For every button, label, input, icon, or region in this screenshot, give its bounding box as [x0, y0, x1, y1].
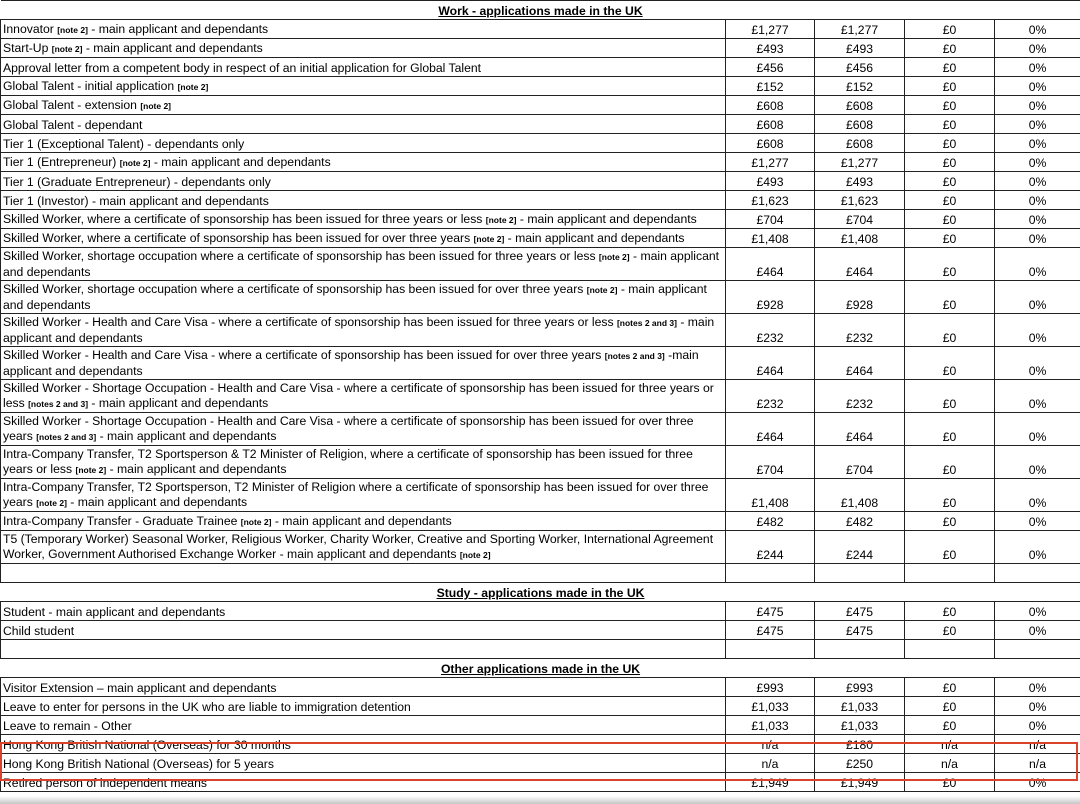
fee-cell: £244 [815, 531, 905, 564]
description-text: Hong Kong British National (Overseas) for 30 months [3, 738, 291, 752]
note-reference: [note 2] [36, 498, 67, 508]
fee-difference-cell: £0 [905, 314, 995, 347]
description-text: -main applicant and dependants [3, 348, 699, 378]
fee-difference-cell: £0 [905, 413, 995, 446]
fee-cell: £464 [815, 347, 905, 380]
note-reference: [note 2] [459, 550, 491, 560]
description-text: Tier 1 (Investor) - main applicant and dependants [3, 194, 269, 208]
fee-difference-cell: £0 [905, 380, 995, 413]
table-row [1, 134, 1080, 153]
description-text: Skilled Worker, shortage occupation where a certificate of sponsorship has been issued for three years or less [3, 249, 599, 263]
note-reference: [note 2] [240, 517, 272, 527]
fee-cell: £464 [726, 347, 815, 380]
fee-cell: £152 [726, 77, 815, 96]
row-description [1, 172, 726, 191]
table-row [1, 96, 1080, 115]
percent-change-cell: 0% [995, 20, 1080, 39]
description-text: - main applicant and dependants [3, 282, 707, 312]
row-description [1, 153, 726, 172]
fee-difference-cell: £0 [905, 621, 995, 640]
row-description [1, 134, 726, 153]
table-row [1, 479, 1080, 512]
fee-cell: £464 [726, 413, 815, 446]
row-description [1, 96, 726, 115]
fee-cell: £1,033 [815, 697, 905, 716]
note-reference: [note 2] [177, 82, 209, 92]
percent-change-cell: 0% [995, 39, 1080, 58]
description-text: Skilled Worker - Health and Care Visa - where a certificate of sponsorship has been issued for three years or less [3, 315, 617, 329]
table-row [1, 281, 1080, 314]
fee-cell: £608 [815, 96, 905, 115]
fee-cell: £1,623 [815, 191, 905, 210]
percent-change-cell: 0% [995, 248, 1080, 281]
fee-cell: £475 [726, 602, 815, 621]
description-text: Student - main applicant and dependants [3, 605, 226, 619]
percent-change-cell: 0% [995, 115, 1080, 134]
description-text: Skilled Worker, shortage occupation where a certificate of sponsorship has been issued for over three years [3, 282, 587, 296]
description-text: - main applicant and dependants [516, 212, 697, 226]
blank-cell [995, 640, 1080, 659]
fee-cell: £482 [726, 512, 815, 531]
percent-change-cell: 0% [995, 716, 1080, 735]
note-reference: [notes 2 and 3] [604, 351, 665, 361]
fee-difference-cell: £0 [905, 697, 995, 716]
row-description [1, 697, 726, 716]
fee-cell: £493 [815, 39, 905, 58]
table-row [1, 229, 1080, 248]
row-description [1, 446, 726, 479]
section-header: Work - applications made in the UK [1, 1, 1080, 20]
percent-change-cell: 0% [995, 172, 1080, 191]
fee-cell: £704 [726, 446, 815, 479]
blank-cell [905, 564, 995, 583]
fee-cell: £704 [815, 446, 905, 479]
fee-difference-cell: £0 [905, 281, 995, 314]
fee-cell: n/a [726, 735, 815, 754]
fee-cell: £1,277 [815, 153, 905, 172]
row-description [1, 773, 726, 792]
note-reference: [notes 2 and 3] [28, 399, 89, 409]
table-row [1, 380, 1080, 413]
table-row [1, 621, 1080, 640]
fee-cell: £1,623 [726, 191, 815, 210]
percent-change-cell: 0% [995, 446, 1080, 479]
fee-cell: £464 [815, 248, 905, 281]
fee-cell: £180 [815, 735, 905, 754]
blank-cell [815, 640, 905, 659]
row-description [1, 77, 726, 96]
fee-cell: £464 [815, 413, 905, 446]
note-reference: [note 2] [75, 465, 107, 475]
description-text: - main applicant and dependants [82, 41, 263, 55]
percent-change-cell: 0% [995, 58, 1080, 77]
fee-cell: £482 [815, 512, 905, 531]
fee-cell: £1,033 [815, 716, 905, 735]
row-description [1, 191, 726, 210]
table-row [1, 446, 1080, 479]
percent-change-cell: 0% [995, 479, 1080, 512]
blank-cell [726, 640, 815, 659]
fee-cell: £232 [726, 380, 815, 413]
row-description [1, 20, 726, 39]
description-text: - main applicant and dependants [150, 155, 331, 169]
table-row [1, 172, 1080, 191]
description-text: Skilled Worker, where a certificate of sponsorship has been issued for over three years [3, 231, 474, 245]
note-reference: [note 2] [51, 44, 83, 54]
description-text: - main applicant and dependants [96, 429, 277, 443]
note-reference: [note 2] [485, 215, 517, 225]
section-header-row [1, 583, 1080, 602]
description-text: Tier 1 (Graduate Entrepreneur) - dependants only [3, 175, 271, 189]
description-text: Tier 1 (Exceptional Talent) - dependants only [3, 137, 245, 151]
fee-cell: £1,408 [815, 229, 905, 248]
section-header: Study - applications made in the UK [1, 583, 1080, 602]
fee-cell: £608 [726, 96, 815, 115]
fee-cell: £1,949 [726, 773, 815, 792]
note-reference: [notes 2 and 3] [36, 432, 97, 442]
row-description [1, 735, 726, 754]
percent-change-cell: 0% [995, 602, 1080, 621]
table-row [1, 347, 1080, 380]
description-text: Leave to enter for persons in the UK who are liable to immigration detention [3, 700, 411, 714]
fee-cell: £232 [815, 314, 905, 347]
fee-cell: £1,277 [726, 20, 815, 39]
fee-cell: £704 [726, 210, 815, 229]
fee-cell: £993 [726, 678, 815, 697]
description-text: T5 (Temporary Worker) Seasonal Worker, Religious Worker, Charity Worker, Creative and Sporting Worker, International Agreement Worker, Government Authorised Exchange Worker - main applicant and dependants [3, 532, 714, 561]
fee-difference-cell: £0 [905, 172, 995, 191]
table-row [1, 773, 1080, 792]
fee-cell: £493 [726, 39, 815, 58]
percent-change-cell: n/a [995, 754, 1080, 773]
fee-difference-cell: £0 [905, 96, 995, 115]
note-reference: [notes 2 and 3] [616, 318, 677, 328]
fee-cell: £250 [815, 754, 905, 773]
fee-cell: £1,408 [726, 229, 815, 248]
description-text: Start-Up [3, 41, 52, 55]
fee-difference-cell: £0 [905, 773, 995, 792]
blank-cell [726, 564, 815, 583]
row-description [1, 531, 726, 564]
percent-change-cell: 0% [995, 153, 1080, 172]
fee-difference-cell: £0 [905, 191, 995, 210]
fee-difference-cell: £0 [905, 115, 995, 134]
percent-change-cell: 0% [995, 134, 1080, 153]
row-description [1, 413, 726, 446]
percent-change-cell: 0% [995, 229, 1080, 248]
description-text: Global Talent - initial application [3, 79, 178, 93]
section-header: Other applications made in the UK [1, 659, 1080, 678]
fee-difference-cell: £0 [905, 479, 995, 512]
fee-cell: £152 [815, 77, 905, 96]
section-header-row [1, 1, 1080, 20]
percent-change-cell: 0% [995, 413, 1080, 446]
fee-cell: £244 [726, 531, 815, 564]
blank-cell [1, 564, 726, 583]
percent-change-cell: 0% [995, 96, 1080, 115]
table-row [1, 210, 1080, 229]
fee-cell: £456 [815, 58, 905, 77]
fee-cell: £1,033 [726, 697, 815, 716]
row-description [1, 39, 726, 58]
section-header-row [1, 659, 1080, 678]
note-reference: [note 2] [586, 285, 618, 295]
fee-cell: £475 [815, 602, 905, 621]
fee-cell: £1,408 [815, 479, 905, 512]
fee-difference-cell: £0 [905, 153, 995, 172]
percent-change-cell: 0% [995, 210, 1080, 229]
note-reference: [note 2] [598, 252, 630, 262]
fee-difference-cell: £0 [905, 210, 995, 229]
fee-cell: £1,277 [815, 20, 905, 39]
fee-difference-cell: £0 [905, 134, 995, 153]
fee-difference-cell: £0 [905, 446, 995, 479]
fee-difference-cell: £0 [905, 39, 995, 58]
note-reference: [note 2] [473, 234, 505, 244]
description-text: - main applicant and dependants [271, 514, 452, 528]
fee-difference-cell: £0 [905, 678, 995, 697]
fee-cell: £704 [815, 210, 905, 229]
description-text: - main applicant and dependants [106, 462, 287, 476]
row-description [1, 380, 726, 413]
table-row [1, 512, 1080, 531]
fee-difference-cell: £0 [905, 531, 995, 564]
table-row [1, 697, 1080, 716]
blank-cell [995, 564, 1080, 583]
fee-difference-cell: £0 [905, 77, 995, 96]
fee-cell: £1,277 [726, 153, 815, 172]
fee-cell: £232 [726, 314, 815, 347]
row-description [1, 229, 726, 248]
table-row [1, 754, 1080, 773]
description-text: - main applicant and dependants [3, 315, 715, 345]
row-description [1, 678, 726, 697]
row-description [1, 281, 726, 314]
percent-change-cell: 0% [995, 621, 1080, 640]
bottom-fade [0, 796, 1080, 804]
blank-cell [1, 640, 726, 659]
fee-table-body [1, 1, 1080, 792]
row-description [1, 115, 726, 134]
note-reference: [note 2] [119, 158, 151, 168]
percent-change-cell: n/a [995, 735, 1080, 754]
percent-change-cell: 0% [995, 512, 1080, 531]
fee-cell: £464 [726, 248, 815, 281]
fee-cell: £1,408 [726, 479, 815, 512]
table-row [1, 314, 1080, 347]
fee-difference-cell: n/a [905, 754, 995, 773]
percent-change-cell: 0% [995, 314, 1080, 347]
table-row [1, 153, 1080, 172]
fee-difference-cell: £0 [905, 20, 995, 39]
table-row [1, 77, 1080, 96]
fee-difference-cell: £0 [905, 347, 995, 380]
description-text: - main applicant and dependants [66, 495, 248, 509]
table-row [1, 531, 1080, 564]
description-text: Intra-Company Transfer - Graduate Trainee [3, 514, 241, 528]
row-description [1, 512, 726, 531]
percent-change-cell: 0% [995, 697, 1080, 716]
table-row [1, 678, 1080, 697]
fee-cell: £993 [815, 678, 905, 697]
row-description [1, 58, 726, 77]
description-text: Approval letter from a competent body in respect of an initial application for Global Talent [3, 61, 482, 75]
description-text: Skilled Worker - Shortage Occupation - Health and Care Visa - where a certificate of sponsorship has been issued for over three years [3, 414, 694, 443]
row-description [1, 314, 726, 347]
fee-difference-cell: n/a [905, 735, 995, 754]
description-text: Retired person of independent means [3, 776, 207, 790]
blank-cell [905, 640, 995, 659]
table-row [1, 58, 1080, 77]
percent-change-cell: 0% [995, 380, 1080, 413]
fee-difference-cell: £0 [905, 602, 995, 621]
row-description [1, 210, 726, 229]
table-row [1, 716, 1080, 735]
fee-cell: n/a [726, 754, 815, 773]
percent-change-cell: 0% [995, 678, 1080, 697]
fee-cell: £493 [815, 172, 905, 191]
fee-difference-cell: £0 [905, 248, 995, 281]
blank-cell [815, 564, 905, 583]
table-row [1, 39, 1080, 58]
row-description [1, 621, 726, 640]
description-text: Leave to remain - Other [3, 719, 132, 733]
description-text: Hong Kong British National (Overseas) for 5 years [3, 757, 274, 771]
fee-cell: £608 [815, 134, 905, 153]
description-text: - main applicant and dependants [87, 22, 269, 36]
fee-difference-cell: £0 [905, 512, 995, 531]
row-description [1, 602, 726, 621]
percent-change-cell: 0% [995, 773, 1080, 792]
fee-cell: £928 [726, 281, 815, 314]
fee-cell: £928 [815, 281, 905, 314]
description-text: Innovator [3, 22, 58, 36]
fee-cell: £1,949 [815, 773, 905, 792]
fee-cell: £608 [726, 115, 815, 134]
description-text: Visitor Extension – main applicant and dependants [3, 681, 277, 695]
fee-cell: £608 [726, 134, 815, 153]
blank-row [1, 640, 1080, 659]
fee-cell: £493 [726, 172, 815, 191]
table-row [1, 20, 1080, 39]
percent-change-cell: 0% [995, 77, 1080, 96]
description-text: - main applicant and dependants [504, 231, 685, 245]
percent-change-cell: 0% [995, 191, 1080, 210]
description-text: Skilled Worker - Shortage Occupation - Health and Care Visa - where a certificate of sponsorship has been issued for three years or less [3, 381, 714, 410]
fee-cell: £475 [726, 621, 815, 640]
note-reference: [note 2] [140, 101, 172, 111]
description-text: Child student [3, 624, 75, 638]
description-text: Global Talent - extension [3, 98, 141, 112]
fee-difference-cell: £0 [905, 716, 995, 735]
fee-cell: £608 [815, 115, 905, 134]
description-text: - main applicant and dependants [88, 396, 269, 410]
description-text: - main applicant and dependants [3, 249, 720, 279]
table-row [1, 735, 1080, 754]
row-description [1, 754, 726, 773]
fee-cell: £1,033 [726, 716, 815, 735]
row-description [1, 479, 726, 512]
table-row [1, 191, 1080, 210]
percent-change-cell: 0% [995, 281, 1080, 314]
table-row [1, 248, 1080, 281]
row-description [1, 347, 726, 380]
table-row [1, 602, 1080, 621]
fee-cell: £456 [726, 58, 815, 77]
description-text: Intra-Company Transfer, T2 Sportsperson & T2 Minister of Religion, where a certificate of sponsorship has been issued for three years or less [3, 447, 693, 476]
blank-row [1, 564, 1080, 583]
description-text: Skilled Worker, where a certificate of sponsorship has been issued for three years or less [3, 212, 486, 226]
fee-cell: £475 [815, 621, 905, 640]
percent-change-cell: 0% [995, 347, 1080, 380]
note-reference: [note 2] [57, 25, 88, 35]
table-row [1, 115, 1080, 134]
fee-difference-cell: £0 [905, 58, 995, 77]
fee-cell: £232 [815, 380, 905, 413]
description-text: Tier 1 (Entrepreneur) [3, 155, 120, 169]
percent-change-cell: 0% [995, 531, 1080, 564]
description-text: Global Talent - dependant [3, 118, 143, 132]
fee-difference-cell: £0 [905, 229, 995, 248]
row-description [1, 716, 726, 735]
row-description [1, 248, 726, 281]
description-text: Intra-Company Transfer, T2 Sportsperson, T2 Minister of Religion where a certificate of sponsorship has been issued for over three years [3, 480, 709, 509]
description-text: Skilled Worker - Health and Care Visa - where a certificate of sponsorship has been issued for over three years [3, 348, 605, 362]
table-row [1, 413, 1080, 446]
